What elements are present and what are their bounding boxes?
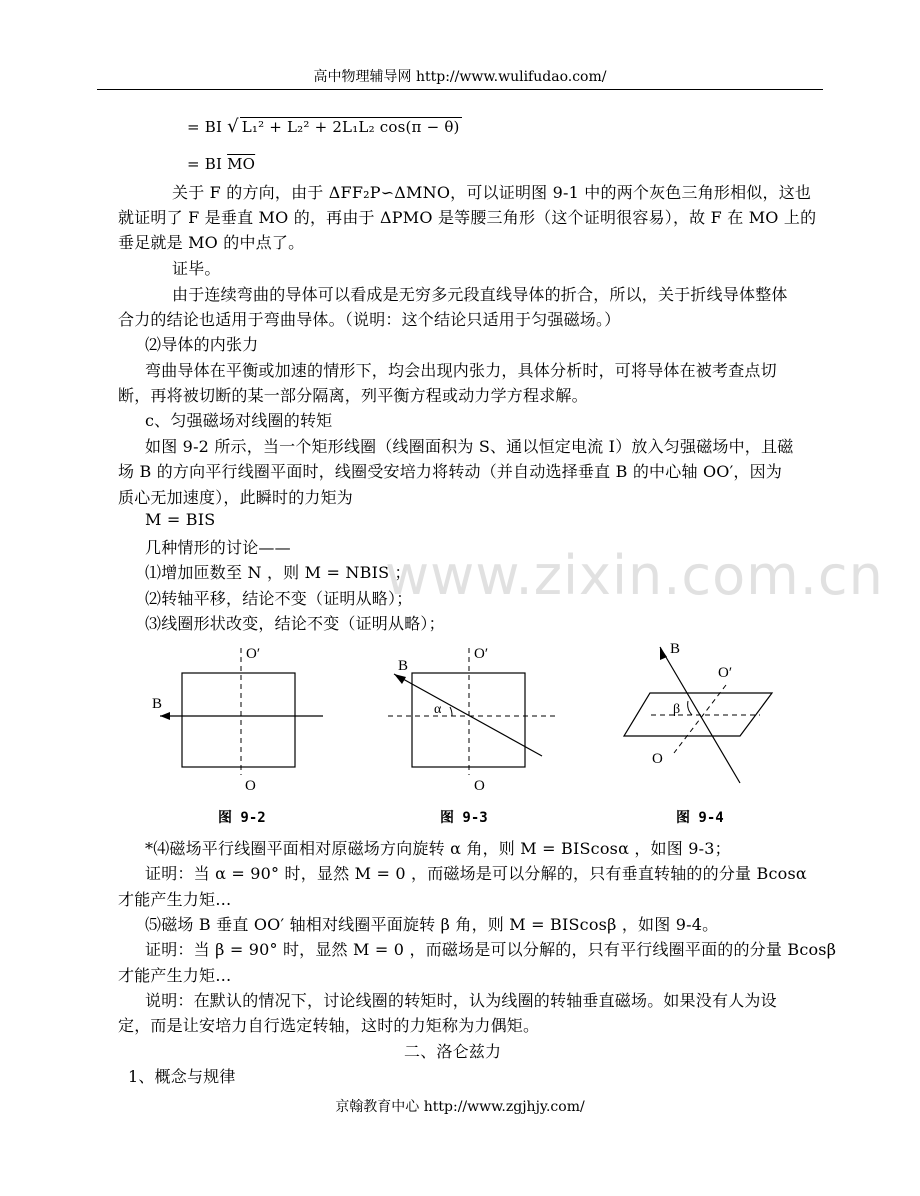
text-line: ⑶线圈形状改变，结论不变（证明从略）；	[145, 614, 445, 633]
angle-arc	[688, 701, 692, 715]
field-line	[394, 674, 542, 756]
text-line: ⑸磁场 B 垂直 OO′ 轴相对线圈平面旋转 β 角，则 M = BIScosβ ，如图 9-4。	[145, 915, 719, 934]
angle-arc	[450, 707, 452, 716]
equation-2	[187, 155, 255, 173]
label-o-prime: O′	[246, 646, 261, 662]
equation-2-overline: $\overline{MO}$	[227, 155, 256, 173]
text-line: 质心无加速度），此瞬时的力矩为	[118, 488, 354, 507]
label-beta: β	[673, 702, 681, 717]
watermark: www.zixin.com.cn	[385, 544, 884, 607]
figure-9-2	[140, 640, 340, 800]
text-line: 由于连续弯曲的导体可以看成是无穷多元段直线导体的折合，所以，关于折线导体整体	[172, 285, 788, 304]
subsection-title: 1、概念与规律	[128, 1067, 236, 1086]
text-line: *⑷磁场平行线圈平面相对原磁场方向旋转 α 角，则 M = BIScosα ，如图 9-3；	[145, 839, 731, 858]
equation-1: = BI √ L₁² + L₂² + 2L₁L₂ cos(π − θ)	[187, 116, 460, 137]
label-alpha: α	[434, 702, 442, 717]
text-line: ⑵转轴平移，结论不变（证明从略）；	[145, 589, 413, 608]
label-o: O	[245, 778, 256, 794]
text-line: ⑵导体的内张力	[145, 335, 259, 354]
section-title: 二、洛仑兹力	[404, 1042, 502, 1061]
arrow-up-left-icon	[394, 674, 406, 684]
text-line: 就证明了 F 是垂直 MO 的，再由于 ΔPMO 是等腰三角形（这个证明很容易），故 F 在 MO 上的	[118, 208, 817, 227]
text-line: 证明：当 β = 90° 时，显然 M = 0 ，而磁场是可以分解的，只有平行线圈平面的的分量 Bcosβ	[145, 940, 837, 959]
figure-caption: 图 9-4	[676, 810, 724, 826]
figure-caption: 图 9-2	[218, 810, 266, 826]
text-line: 断，再将被切断的某一部分隔离，列平衡方程或动力学方程求解。	[118, 386, 588, 405]
text-line: 合力的结论也适用于弯曲导体。（说明：这个结论只适用于匀强磁场。）	[118, 310, 621, 329]
header-rule	[97, 89, 823, 90]
text-line: 定，而是让安培力自行选定转轴，这时的力矩称为力偶矩。	[118, 1016, 540, 1035]
text-line: 场 B 的方向平行线圈平面时，线圈受安培力将转动（并自动选择垂直 B 的中心轴 OO′，因为	[118, 462, 783, 481]
page-header: 高中物理辅导网 http://www.wulifudao.com/	[313, 69, 607, 85]
text-line: 说明：在默认的情况下，讨论线圈的转矩时，认为线圈的转轴垂直磁场。如果没有人为设	[145, 991, 777, 1010]
label-b: B	[670, 641, 681, 657]
text-line: 几种情形的讨论——	[145, 538, 291, 557]
formula-line: M = BIS	[145, 510, 216, 529]
text-line: 证毕。	[172, 259, 221, 278]
label-o: O	[474, 778, 485, 794]
label-o-prime: O′	[718, 665, 733, 681]
text-line: 如图 9-2 所示，当一个矩形线圈（线圈面积为 S、通以恒定电流 I）放入匀强磁场中，且磁	[145, 437, 794, 456]
label-o-prime: O′	[474, 646, 489, 662]
section-heading: c、匀强磁场对线圈的转矩	[145, 411, 333, 430]
equation-1-radicand: L₁² + L₂² + 2L₁L₂ cos(π − θ)	[241, 118, 460, 136]
text-line: 垂足就是 MO 的中点了。	[118, 233, 305, 252]
text-line: ⑴增加匝数至 N ，则 M = NBIS ；	[145, 563, 411, 582]
text-line: 关于 F 的方向，由于 ΔFF₂P∽ΔMNO，可以证明图 9-1 中的两个灰色三角形相似，这也	[172, 183, 812, 202]
figure-caption: 图 9-3	[440, 810, 488, 826]
equation-1-prefix: = BI	[187, 118, 223, 136]
text-line: 才能产生力矩…	[118, 890, 232, 909]
arrow-left-icon	[160, 712, 170, 720]
figure-9-4	[610, 635, 790, 800]
text-line: 弯曲导体在平衡或加速的情形下，均会出现内张力，具体分析时，可将导体在被考查点切	[145, 361, 777, 380]
text-line: 才能产生力矩…	[118, 966, 232, 985]
label-b: B	[398, 658, 409, 674]
page-footer: 京翰教育中心 http://www.zgjhjy.com/	[335, 1099, 585, 1115]
equation-2-prefix: = BI	[187, 155, 223, 173]
text-line: 证明：当 α = 90° 时，显然 M = 0 ，而磁场是可以分解的，只有垂直转轴的的分量 Bcosα	[145, 864, 807, 883]
figure-9-3	[380, 640, 580, 800]
rotation-axis	[674, 685, 726, 753]
label-b: B	[152, 696, 163, 712]
label-o: O	[652, 751, 663, 767]
coil-rectangle	[182, 673, 295, 767]
